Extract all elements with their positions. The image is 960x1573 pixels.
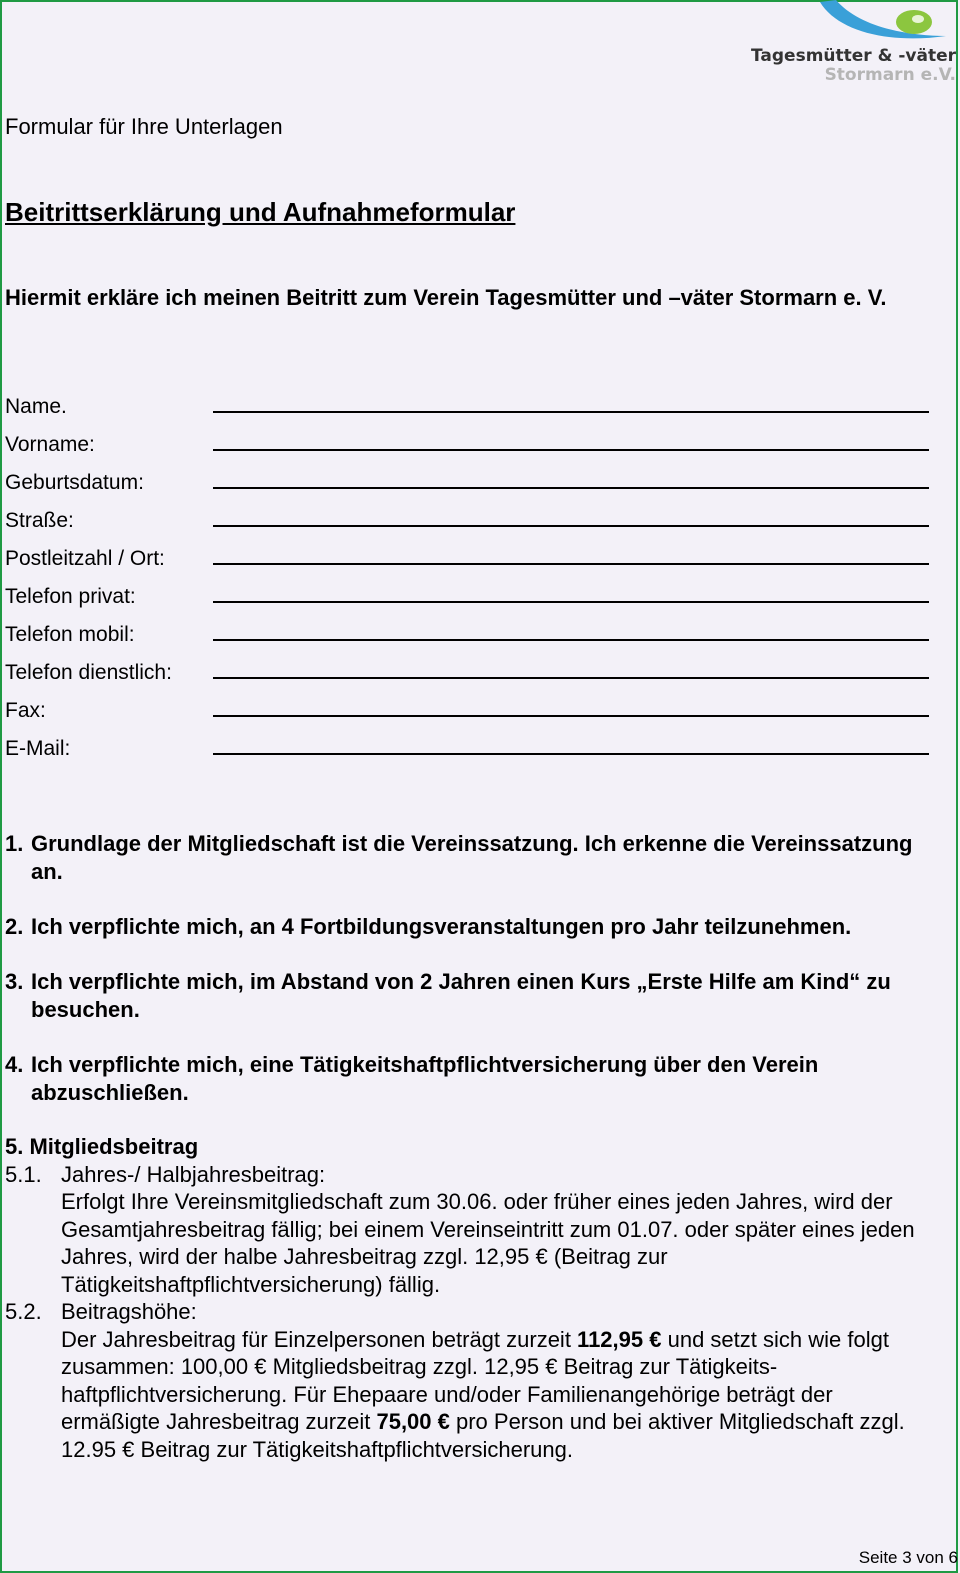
email-field[interactable] [213,753,929,755]
field-label-email: E-Mail: [5,737,71,760]
subsection-title: Jahres-/ Halbjahresbeitrag: [61,1161,326,1187]
section-mitgliedsbeitrag [5,1133,935,1463]
logo-text-line1: Tagesmütter & -väter [751,46,956,66]
field-label-strasse: Straße: [5,509,74,532]
item-text: Ich verpflichte mich, an 4 Fortbildungsveranstaltungen pro Jahr teilzunehmen. [31,914,852,939]
logo [730,0,960,90]
field-label-geburtsdatum: Geburtsdatum: [5,471,144,494]
field-label-telefon-dienstlich: Telefon dienstlich: [5,661,172,684]
list-item [5,968,940,1023]
body-text: Der Jahresbeitrag für Einzelpersonen beträgt zurzeit [61,1326,578,1352]
vorname-field[interactable] [213,449,929,451]
list-item [5,830,940,885]
subsection-title: Beitragshöhe: [61,1299,197,1324]
item-number: 3. [5,969,24,994]
field-label-telefon-privat: Telefon privat: [5,585,136,608]
item-number: 2. [5,914,24,939]
subsection-body [5,1326,935,1464]
subsection-number: 5.2. [5,1299,42,1324]
amount-reduced: 75,00 € [376,1409,450,1434]
field-label-telefon-mobil: Telefon mobil: [5,623,135,646]
subsection-5-2 [5,1298,935,1463]
section-heading: 5. Mitgliedsbeitrag [5,1134,199,1159]
item-number: 4. [5,1052,24,1077]
page-title: Beitrittserklärung und Aufnahmeformular [5,197,516,227]
field-label-name: Name. [5,395,67,418]
item-text: Ich verpflichte mich, eine Tätigkeitshaftpflichtversicherung über den Verein abzuschließen. [31,1052,819,1105]
body-text: pro Person und bei aktiver Mitgliedschaft zzgl. 12.95 € Beitrag zur Tätigkeitshaftpflichtversicherung. [61,1409,905,1462]
telefon-dienstlich-field[interactable] [213,677,929,679]
logo-text-line2: Stormarn e.V. [824,65,956,85]
field-label-plz-ort: Postleitzahl / Ort: [5,547,165,570]
item-text: Grundlage der Mitgliedschaft ist die Vereinssatzung. Ich erkenne die Vereinssatzung an. [31,831,913,884]
item-number: 1. [5,831,24,856]
subsection-5-1 [5,1161,935,1299]
amount-single: 112,95 € [577,1326,662,1352]
form-subtitle: Formular für Ihre Unterlagen [5,114,283,139]
name-field[interactable] [213,411,929,413]
subsection-body: Erfolgt Ihre Vereinsmitgliedschaft zum 30.06. oder früher eines jeden Jahres, wird der Gesamtjahresbeitrag fällig; bei einem Vereinseintritt zum 01.07. oder später eines jeden Jahres, wird der halbe Jahresbeitrag zzgl. 12,95 € (Beitrag zur Tätigkeitshaftpflichtversicherung) fällig. [61,1189,915,1297]
logo-graphic [820,0,960,48]
fax-field[interactable] [213,715,929,717]
item-text: Ich verpflichte mich, im Abstand von 2 Jahren einen Kurs „Erste Hilfe am Kind“ zu besuchen. [31,969,891,1022]
geburtsdatum-field[interactable] [213,487,929,489]
list-item [5,913,940,941]
field-label-vorname: Vorname: [5,433,95,456]
body-text: und setzt sich wie folgt zusammen: 100,00 € Mitgliedsbeitrag zzgl. 12,95 € Beitrag zur Tätigkeits-haftpflichtversicherung. Für Ehepaare und/oder Familienangehörige beträgt der ermäßigte Jahresbeitrag zurzeit [61,1326,889,1434]
field-label-fax: Fax: [5,699,46,722]
page-number: Seite 3 von 6 [858,1548,958,1567]
intro-statement: Hiermit erkläre ich meinen Beitritt zum Verein Tagesmütter und –väter Stormarn e. V. [5,285,887,310]
telefon-privat-field[interactable] [213,601,929,603]
list-item [5,1051,940,1106]
subsection-number: 5.1. [5,1161,42,1187]
telefon-mobil-field[interactable] [213,639,929,641]
strasse-field[interactable] [213,525,929,527]
plz-ort-field[interactable] [213,563,929,565]
